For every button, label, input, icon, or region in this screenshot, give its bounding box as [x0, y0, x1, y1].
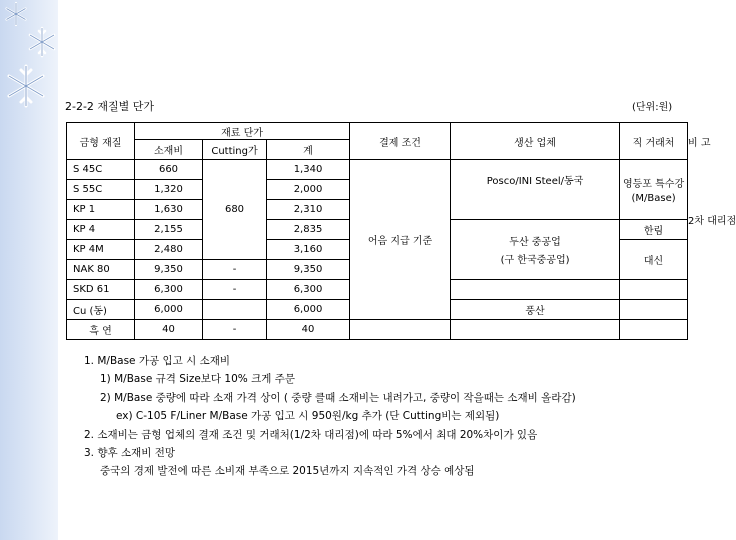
- cell-grade: 흑 연: [67, 320, 135, 340]
- trader-ydp-line1: 영등포 특수강: [622, 179, 685, 190]
- cell-total: 3,160: [267, 240, 350, 260]
- cell-raw: 6,000: [135, 300, 203, 320]
- note-line: 1) M/Base 규격 Size보다 10% 크게 주문: [100, 373, 296, 386]
- header-payment: 결제 조건: [350, 123, 451, 160]
- note-line: 2. 소재비는 금형 업체의 결재 조건 및 거래처(1/2차 대리점)에 따라 5%에서 최대 20%차이가 있음: [84, 428, 538, 441]
- cell-grade: KP 1: [67, 200, 135, 220]
- cell-cutting: -: [203, 280, 267, 300]
- cell-producer-posco: Posco/INI Steel/동국: [451, 160, 620, 220]
- header-cutting: Cutting가: [203, 140, 267, 160]
- cell-total: 9,350: [267, 260, 350, 280]
- cell-grade: Cu (동): [67, 300, 135, 320]
- cell-total: 2,835: [267, 220, 350, 240]
- trader-ydp-line2: (M/Base): [631, 193, 676, 204]
- header-trader: 직 거래처: [620, 123, 688, 160]
- cell-raw: 2,155: [135, 220, 203, 240]
- material-price-table: 금형 재질 재료 단가 결제 조건 생산 업체 직 거래처 비 고 소재비 Cutting가 계 S 45C 660 680 1,340 어음 지급 기준 Posco/INI Steel/동국 영등포 특수강 (M/Base) 2차 대리점 S 55C 1,320 2,000 KP 1 1,630 2,310 KP 4 2,155 2,835 두산 중공업 (구 한국중공업) 한림 KP 4M 2,480 3,160 대신 NAK 80 9,350 - 9,350 SKD 61 6,300 - 6,300 Cu (동) 6,000 6,000 풍산 흑 연 40 - 40: [66, 122, 688, 340]
- cell-total: 2,310: [267, 200, 350, 220]
- cell-producer-empty: [451, 320, 620, 340]
- snowflake-icon: [4, 2, 28, 26]
- cell-trader-ydp: [620, 160, 688, 220]
- cell-grade: S 45C: [67, 160, 135, 180]
- cell-cutting-common: 680: [203, 160, 267, 260]
- note-line: 중국의 경제 발전에 따른 소비재 부족으로 2015년까지 지속적인 가격 상승 예상됨: [100, 465, 475, 478]
- header-total: 계: [267, 140, 350, 160]
- cell-total: 6,000: [267, 300, 350, 320]
- cell-raw: 2,480: [135, 240, 203, 260]
- cell-payment-empty: [350, 320, 451, 340]
- cell-grade: S 55C: [67, 180, 135, 200]
- cell-total: 6,300: [267, 280, 350, 300]
- note-line: 3. 향후 소재비 전망: [84, 447, 176, 460]
- cell-cutting-empty: [203, 300, 267, 320]
- note-line: 1. M/Base 가공 입고 시 소재비: [84, 355, 231, 367]
- note-line: ex) C-105 F/Liner M/Base 가공 입고 시 950원/kg 추가 (단 Cutting비는 제외됨): [116, 410, 500, 423]
- notes-block: [84, 352, 576, 481]
- cell-grade: SKD 61: [67, 280, 135, 300]
- cell-raw: 40: [135, 320, 203, 340]
- cell-raw: 6,300: [135, 280, 203, 300]
- cell-trader-daesin: 대신: [620, 240, 688, 280]
- cell-grade: NAK 80: [67, 260, 135, 280]
- header-raw: 소재비: [135, 140, 203, 160]
- header-producer: 생산 업체: [451, 123, 620, 160]
- cell-trader-empty: [620, 280, 688, 300]
- cell-raw: 9,350: [135, 260, 203, 280]
- cell-trader-hanil: 한림: [620, 220, 688, 240]
- snowflake-icon: [5, 65, 47, 107]
- cell-grade: KP 4M: [67, 240, 135, 260]
- cell-raw: 1,630: [135, 200, 203, 220]
- cell-trader-empty: [620, 300, 688, 320]
- cell-total: 2,000: [267, 180, 350, 200]
- cell-grade: KP 4: [67, 220, 135, 240]
- cell-producer-doosan: [451, 220, 620, 280]
- cell-producer-empty: [451, 280, 620, 300]
- cell-total: 40: [267, 320, 350, 340]
- cell-cutting: -: [203, 260, 267, 280]
- note-line: 2) M/Base 중량에 따라 소재 가격 상이 ( 중량 클때 소재비는 내려가고, 중량이 작을때는 소재비 올라감): [100, 391, 576, 404]
- table-row: [67, 320, 688, 340]
- snowflake-icon: [27, 27, 57, 57]
- producer-doosan-line1: 두산 중공업: [509, 237, 561, 248]
- header-grade: 금형 재질: [67, 123, 135, 160]
- cell-total: 1,340: [267, 160, 350, 180]
- unit-label: (단위:원): [632, 102, 673, 113]
- header-material-price: 재료 단가: [135, 123, 350, 140]
- decorative-side-band: [0, 0, 58, 540]
- producer-doosan-line2: (구 한국중공업): [500, 255, 570, 266]
- cell-payment-common: 어음 지급 기준: [350, 160, 451, 320]
- cell-trader-empty: [620, 320, 688, 340]
- cell-raw: 660: [135, 160, 203, 180]
- cell-raw: 1,320: [135, 180, 203, 200]
- section-title: 2-2-2 재질별 단가: [65, 100, 155, 113]
- table-row: S 45C 660 680 1,340 어음 지급 기준 Posco/INI Steel/동국 영등포 특수강 (M/Base) 2차 대리점: [67, 160, 688, 180]
- cell-producer-pungsan: 풍산: [451, 300, 620, 320]
- cell-cutting: -: [203, 320, 267, 340]
